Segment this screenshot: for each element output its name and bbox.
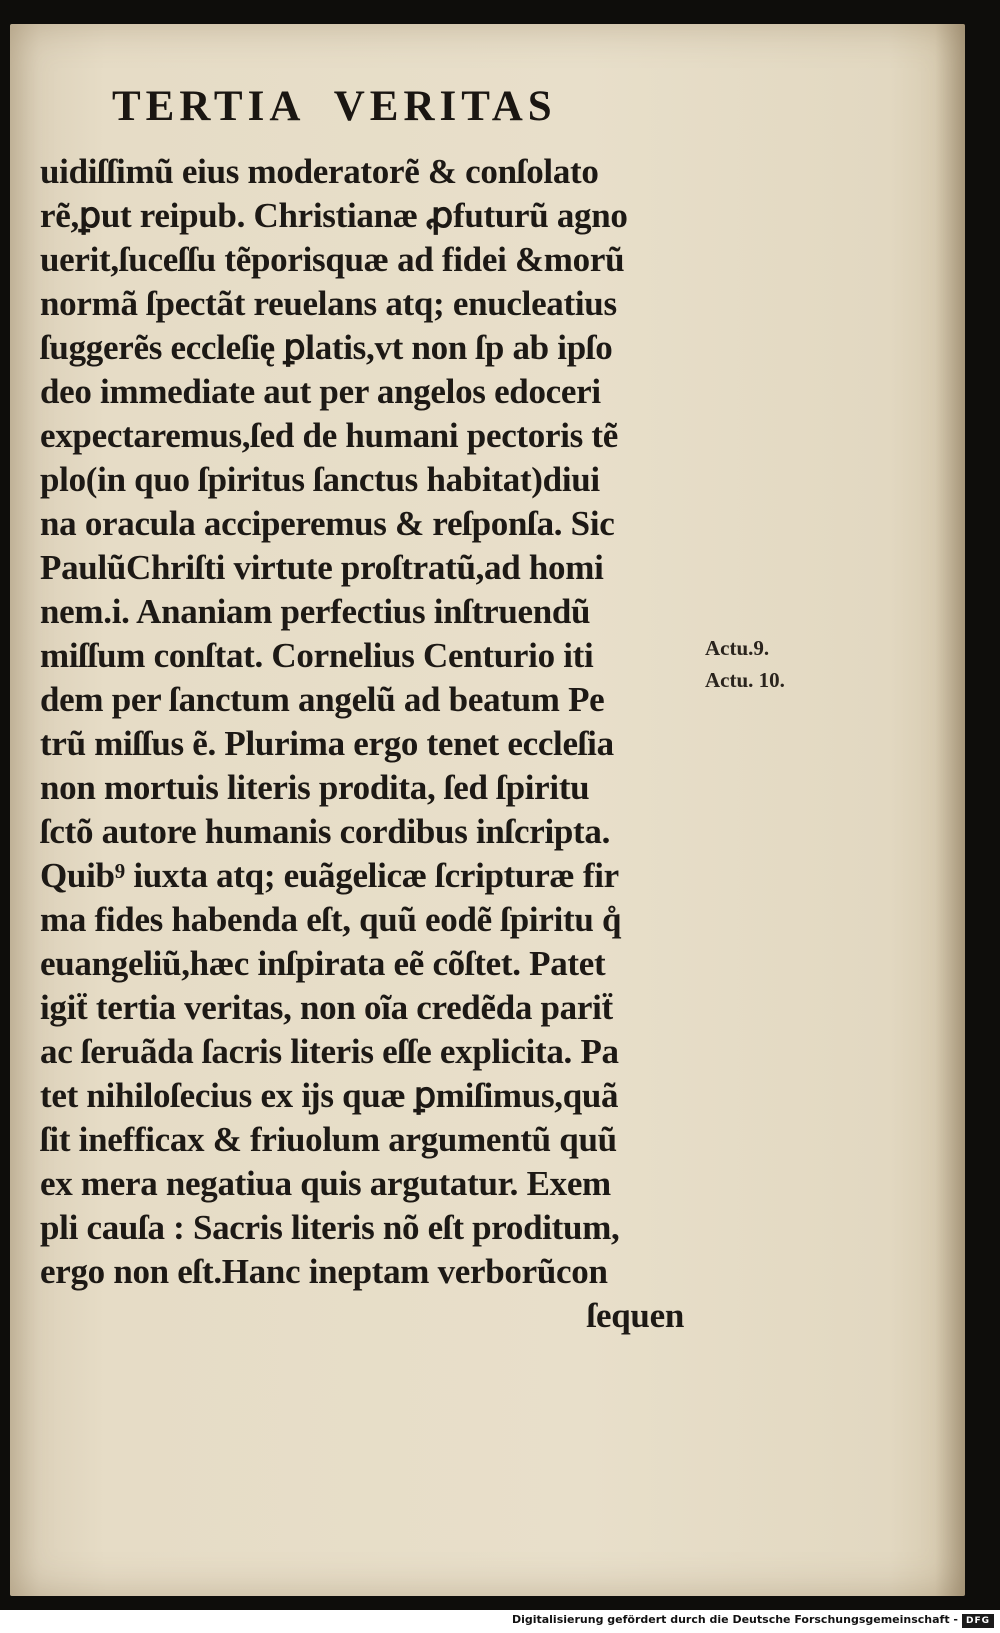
text-line: dem per ſanctum angelũ ad beatum Pe: [40, 680, 605, 719]
dfg-logo: DFG: [962, 1614, 994, 1628]
text-line: euangeliũ,hæc inſpirata eẽ cõſtet. Patet: [40, 944, 606, 983]
text-line: expectaremus,ſed de humani pectoris tẽ: [40, 416, 619, 455]
text-line: ſuggerẽs eccleſię ꝑlatis,vt non ſp ab ipſo: [40, 328, 613, 367]
text-line: non mortuis literis prodita, ſed ſpiritu: [40, 768, 590, 807]
text-line: deo immediate aut per angelos edoceri: [40, 372, 601, 411]
body-text: [40, 150, 690, 1338]
text-line: uerit,ſuceſſu tẽporisquæ ad fidei &morũ: [40, 240, 625, 279]
text-line: rẽ,ꝑut reipub. Christianæ ꝓfuturũ agno: [40, 196, 628, 235]
text-line: nem.i. Ananiam perfectius inſtruendũ: [40, 592, 591, 631]
text-line: ſctõ autore humanis cordibus inſcripta.: [40, 812, 611, 851]
text-line: ac ſeruãda ſacris literis eſſe explicita. Pa: [40, 1032, 619, 1071]
text-line: ergo non eſt.Hanc ineptam verborũcon: [40, 1252, 608, 1291]
page-edge-shadow: [935, 24, 965, 1596]
text-line: tet nihiloſecius ex ĳs quæ ꝑmiſimus,quã: [40, 1076, 619, 1115]
text-line: miſſum conſtat. Cornelius Centurio iti: [40, 636, 594, 675]
text-line: uidiſſimũ eius moderatorẽ & conſolato: [40, 152, 599, 191]
marginal-note: Actu.9.: [705, 636, 770, 660]
text-line: ex mera negatiua quis argutatur. Exem: [40, 1164, 611, 1203]
text-line: ſit inefficax & friuolum argumentũ quũ: [40, 1120, 617, 1159]
text-line: plo(in quo ſpiritus ſanctus habitat)diui: [40, 460, 600, 499]
text-line: na oracula acciperemus & reſponſa. Sic: [40, 504, 615, 543]
text-line: pli cauſa : Sacris literis nõ eſt proditum,: [40, 1208, 620, 1247]
text-line: ma fides habenda eſt, quũ eodẽ ſpiritu q̊: [40, 900, 622, 939]
digitization-credit: Digitalisierung gefördert durch die Deutsche Forschungsgemeinschaft -: [511, 1613, 958, 1626]
text-line: Quib⁹ iuxta atq; euãgelicæ ſcripturæ fir: [40, 856, 619, 895]
running-head: TERTIA VERITAS: [112, 83, 557, 130]
text-line: trũ miſſus ẽ. Plurima ergo tenet eccleſia: [40, 724, 614, 763]
catchword: ſequen: [586, 1296, 684, 1335]
text-line: PaulũChriſti virtute proſtratũ,ad homi: [40, 548, 604, 587]
text-line: igiẗ tertia veritas, non oĩa credẽda pariẗ: [40, 988, 613, 1027]
text-line: normã ſpectãt reuelans atq; enucleatius: [40, 284, 617, 323]
marginal-note: Actu. 10.: [705, 668, 785, 692]
